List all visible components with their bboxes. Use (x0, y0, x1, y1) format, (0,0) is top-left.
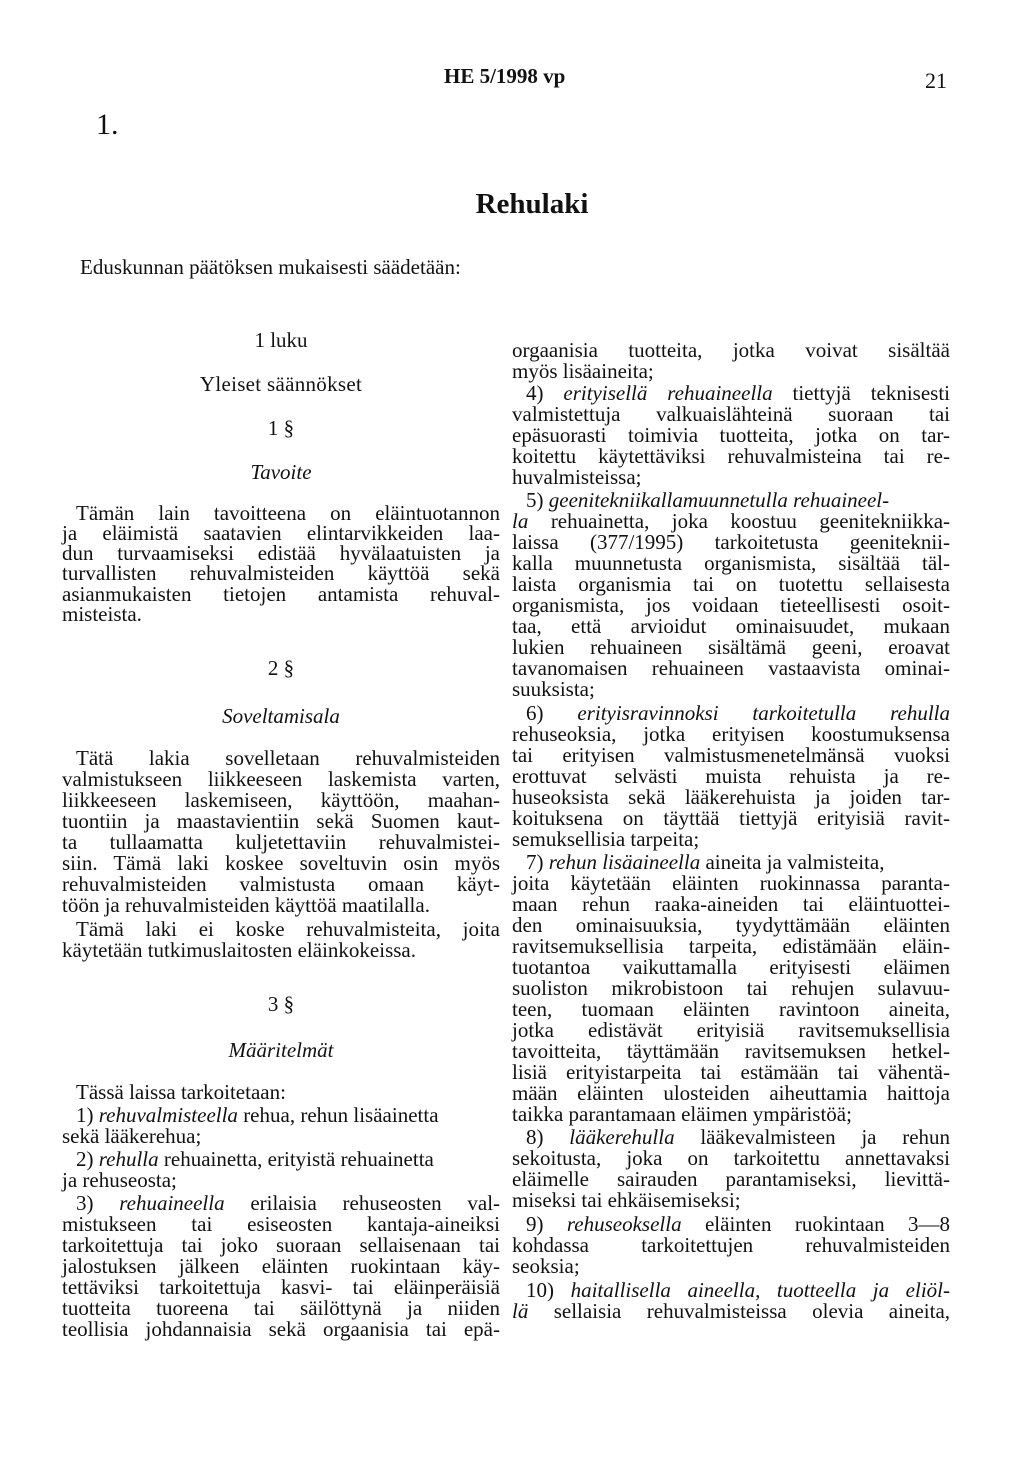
paragraph-line: taikka parantamaan eläimen ympäristöä; (512, 1102, 852, 1126)
paragraph-line: epäsuorasti toimivia tuotteita, jotka on tar- (512, 423, 950, 447)
section-title: Soveltamisala (222, 704, 340, 728)
paragraph-line: kohdassa tarkoitettujen rehuvalmisteiden (512, 1233, 950, 1257)
definition-line: 6) erityisravinnoksi tarkoitetulla rehulla (526, 701, 950, 725)
paragraph-line: jotka edistävät erityisiä ravitsemuksellisia (512, 1018, 950, 1042)
paragraph-line: teen, tuomaan eläinten ravintoon aineita, (512, 997, 950, 1021)
paragraph-line: erottuvat selvästi muista rehuista ja re- (512, 764, 950, 788)
paragraph-line: laissa (377/1995) tarkoitetusta geeniteknii- (512, 530, 950, 554)
paragraph-line: jalostuksen jälkeen eläinten ruokintaan käy- (62, 1254, 500, 1278)
paragraph-line: siin. Tämä laki koskee soveltuvin osin myös (62, 851, 500, 875)
paragraph-line: tai erityisen valmistusmenetelmänsä vuoksi (512, 743, 950, 767)
paragraph-line: tarkoitettuja tai joko suoraan sellaisenaan tai (62, 1233, 500, 1257)
paragraph-line: Tämä laki ei koske rehuvalmisteita, joita (76, 917, 500, 941)
paragraph-line: valmistettuja valkuaislähteinä suoraan tai (512, 402, 950, 426)
law-title: Rehulaki (475, 188, 589, 220)
section-number: 1 § (267, 416, 295, 440)
paragraph-line: miseksi tai ehkäisemiseksi; (512, 1188, 741, 1212)
definition-line: 10) haitallisella aineella, tuotteella ja eliöl- (526, 1278, 950, 1302)
paragraph-line: rehuvalmisteiden valmistusta omaan käyt- (62, 872, 500, 896)
paragraph-line: huvalmisteissa; (512, 465, 642, 489)
paragraph-line: misteista. (62, 602, 142, 626)
paragraph-line: eläimelle sairauden parantamiseksi, lievittä- (512, 1167, 950, 1191)
document-number: 1. (96, 108, 119, 141)
paragraph-line: orgaanisia tuotteita, jotka voivat sisältää (512, 338, 950, 362)
paragraph-line: laista organismia tai on tuotettu sellaisesta (512, 572, 950, 596)
paragraph-line: dun turvaamiseksi edistää hyvälaatuisten ja (62, 541, 500, 565)
paragraph-line: mistukseen tai esiseosten kantaja-aineiksi (62, 1212, 500, 1236)
paragraph-line: huseoksista sekä lääkerehuista ja joiden tar- (512, 785, 950, 809)
paragraph-line: koitettu käytettäviksi rehuvalmisteina tai re- (512, 444, 950, 468)
paragraph-line: käytetään tutkimuslaitosten eläinkokeissa. (62, 938, 416, 962)
section-number: 3 § (267, 992, 295, 1016)
paragraph-line: liikkeeseen laskemiseen, käyttöön, maahan- (62, 788, 500, 812)
paragraph-line: suoliston mikrobistoon tai rehujen sulavuu- (512, 976, 950, 1000)
paragraph-line: sekä lääkerehua; (62, 1124, 202, 1148)
definition-line: 7) rehun lisäaineella aineita ja valmisteita, (526, 850, 885, 874)
definition-line: lä sellaisia rehuvalmisteissa olevia aineita, (512, 1299, 951, 1323)
paragraph-line: tuotteita tuoreena tai säilöttynä ja niiden (62, 1296, 500, 1320)
paragraph-line: maan rehun raaka-aineiden tai eläintuottei- (512, 892, 950, 916)
definition-line: 4) erityisellä rehuaineella tiettyjä teknisesti (526, 381, 951, 405)
paragraph-line: tavoitteita, täyttämään ravitsemuksen hetkel- (512, 1039, 950, 1063)
paragraph-line: valmistukseen liikkeeseen laskemista varten, (62, 767, 500, 791)
paragraph-line: tettäviksi tarkoitettuja kasvi- tai eläinperäisiä (62, 1275, 500, 1299)
paragraph-line: tuontiin ja maastavientiin sekä Suomen kaut- (62, 809, 500, 833)
paragraph-line: rehuseoksia, jotka erityisen koostumuksensa (512, 722, 950, 746)
enacting-clause: Eduskunnan päätöksen mukaisesti säädetään: (80, 255, 461, 279)
paragraph-line: suuksista; (512, 677, 595, 701)
chapter-title: Yleiset säännökset (199, 372, 363, 396)
paragraph-line: teollisia johdannaisia sekä orgaanisia tai epä- (62, 1317, 500, 1341)
definition-line: 2) rehulla rehuainetta, erityistä rehuainetta (76, 1147, 434, 1171)
definition-line: la rehuainetta, joka koostuu geenitekniikka- (512, 509, 951, 533)
paragraph-line: Tätä lakia sovelletaan rehuvalmisteiden (76, 746, 500, 770)
paragraph-line: organismista, jos voidaan tieteellisesti osoit- (512, 593, 950, 617)
paragraph-line: ta tullaamatta kuljetettaviin rehuvalmistei- (62, 830, 500, 854)
paragraph-line: turvallisten rehuvalmisteiden käyttöä sekä (62, 561, 500, 585)
paragraph-line: taa, että arvioidut ominaisuudet, mukaan (512, 614, 950, 638)
paragraph-line: lisiä erityistarpeita tai estämään tai vähentä- (512, 1060, 950, 1084)
definition-line: 5) geenitekniikallamuunnetulla rehuaineel- (526, 488, 890, 512)
paragraph-line: semuksellisia tarpeita; (512, 827, 700, 851)
paragraph-line: tavanomaisen rehuaineen vastaavista ominai- (512, 656, 950, 680)
running-header: HE 5/1998 vp (444, 64, 566, 88)
definition-line: 3) rehuaineella erilaisia rehuseosten val- (76, 1191, 501, 1215)
page-number: 21 (925, 68, 947, 93)
paragraph-line: koituksena on täyttää tiettyjä erityisiä ravit- (512, 806, 950, 830)
paragraph-line: Tässä laissa tarkoitetaan: (76, 1080, 286, 1104)
paragraph-line: Tämän lain tavoitteena on eläintuotannon (76, 501, 500, 525)
paragraph-line: mään eläinten ulosteiden aiheuttamia haittoja (512, 1081, 950, 1105)
definition-line: 1) rehuvalmisteella rehua, rehun lisäainetta (76, 1103, 439, 1127)
paragraph-line: lukien rehuaineen sisältämä geeni, eroavat (512, 635, 950, 659)
chapter-label: 1 luku (254, 328, 308, 352)
definition-line: 9) rehuseoksella eläinten ruokintaan 3—8 (526, 1212, 951, 1236)
section-title: Määritelmät (228, 1038, 334, 1062)
definition-line: 8) lääkerehulla lääkevalmisteen ja rehun (526, 1125, 951, 1149)
paragraph-line: joita käytetään eläinten ruokinnassa paranta- (512, 871, 950, 895)
paragraph-line: myös lisäaineita; (512, 359, 654, 383)
paragraph-line: asianmukaisten tietojen antamista rehuval- (62, 582, 500, 606)
paragraph-line: töön ja rehuvalmisteiden käyttöä maatilalla. (62, 893, 430, 917)
paragraph-line: kalla muunnetusta organismista, sisältää täl- (512, 551, 950, 575)
paragraph-line: ja rehuseosta; (62, 1168, 177, 1192)
paragraph-line: sekoitusta, joka on tarkoitettu annettavaksi (512, 1146, 950, 1170)
paragraph-line: tuotantoa vaikuttamalla erityisesti eläimen (512, 955, 950, 979)
paragraph-line: ravitsemuksellisia tarpeita, edistämään eläin- (512, 934, 950, 958)
section-number: 2 § (267, 656, 295, 680)
section-title: Tavoite (250, 460, 312, 484)
paragraph-line: seoksia; (512, 1254, 580, 1278)
paragraph-line: den ominaisuuksia, tyydyttämään eläinten (512, 913, 950, 937)
paragraph-line: ja eläimistä saatavien elintarvikkeiden laa- (62, 521, 500, 545)
